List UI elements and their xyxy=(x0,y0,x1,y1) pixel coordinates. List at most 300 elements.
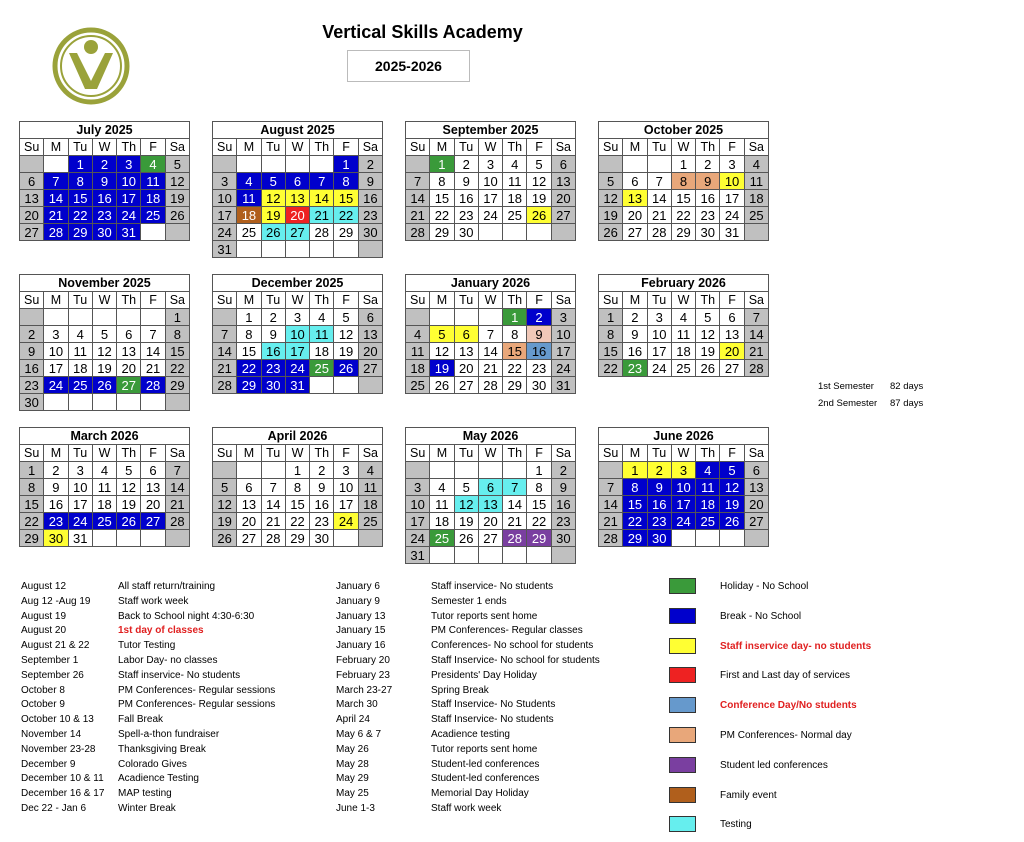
weekday-header: M xyxy=(430,139,454,156)
month-title: October 2025 xyxy=(599,122,769,139)
legend-swatch xyxy=(669,757,696,773)
empty-cell xyxy=(261,241,285,258)
day-cell: 19 xyxy=(430,360,454,377)
semester-days: 82 days xyxy=(890,381,924,392)
event-date: October 9 xyxy=(21,699,65,711)
day-cell: 21 xyxy=(261,513,285,530)
legend-label: Family event xyxy=(720,789,777,801)
day-cell: 6 xyxy=(358,309,382,326)
weekday-header: F xyxy=(527,292,551,309)
day-cell: 9 xyxy=(261,326,285,343)
day-cell: 17 xyxy=(68,496,92,513)
day-cell: 6 xyxy=(623,173,647,190)
day-cell: 4 xyxy=(358,462,382,479)
day-cell: 11 xyxy=(430,496,454,513)
day-cell: 23 xyxy=(20,377,44,394)
day-cell: 27 xyxy=(744,513,768,530)
day-cell: 20 xyxy=(551,190,575,207)
empty-cell xyxy=(478,224,502,241)
day-cell: 29 xyxy=(527,530,551,547)
event-date: June 1-3 xyxy=(336,803,375,814)
day-cell: 26 xyxy=(92,377,116,394)
day-cell: 27 xyxy=(358,360,382,377)
day-cell: 20 xyxy=(20,207,44,224)
day-cell: 22 xyxy=(68,207,92,224)
event-date: March 23-27 xyxy=(336,684,393,696)
event-description: Thanksgiving Break xyxy=(118,743,206,755)
empty-cell xyxy=(527,547,551,564)
day-cell: 21 xyxy=(478,360,502,377)
day-cell: 5 xyxy=(696,309,720,326)
day-cell: 18 xyxy=(671,343,695,360)
weekday-header: Th xyxy=(310,139,334,156)
day-cell: 22 xyxy=(20,513,44,530)
weekday-header: W xyxy=(478,445,502,462)
day-cell: 1 xyxy=(237,309,261,326)
day-cell: 4 xyxy=(237,173,261,190)
empty-cell xyxy=(551,224,575,241)
day-cell: 17 xyxy=(117,190,141,207)
day-cell: 28 xyxy=(141,377,165,394)
weekday-header: Tu xyxy=(261,292,285,309)
day-cell: 22 xyxy=(671,207,695,224)
day-cell: 2 xyxy=(623,309,647,326)
weekday-header: M xyxy=(623,139,647,156)
day-cell: 13 xyxy=(744,479,768,496)
event-date: April 24 xyxy=(336,714,370,726)
day-cell: 15 xyxy=(237,343,261,360)
day-cell: 23 xyxy=(261,360,285,377)
legend-label: Holiday - No School xyxy=(720,581,809,592)
legend-label: PM Conferences- Normal day xyxy=(720,730,852,741)
empty-cell xyxy=(237,241,261,258)
day-cell: 11 xyxy=(310,326,334,343)
day-cell: 19 xyxy=(527,190,551,207)
day-cell: 13 xyxy=(141,479,165,496)
empty-cell xyxy=(165,224,189,241)
day-cell: 23 xyxy=(358,207,382,224)
empty-cell xyxy=(20,309,44,326)
weekday-header: Su xyxy=(406,445,430,462)
day-cell: 7 xyxy=(599,479,623,496)
day-cell: 15 xyxy=(623,496,647,513)
day-cell: 6 xyxy=(285,173,309,190)
weekday-header: Sa xyxy=(551,445,575,462)
weekday-header: F xyxy=(141,445,165,462)
day-cell: 25 xyxy=(310,360,334,377)
day-cell: 28 xyxy=(599,530,623,547)
empty-cell xyxy=(117,309,141,326)
day-cell: 25 xyxy=(744,207,768,224)
day-cell: 21 xyxy=(744,343,768,360)
day-cell: 20 xyxy=(117,360,141,377)
day-cell: 14 xyxy=(165,479,189,496)
event-description: Staff work week xyxy=(431,803,502,814)
weekday-header: W xyxy=(285,139,309,156)
day-cell: 22 xyxy=(623,513,647,530)
event-date: December 9 xyxy=(21,758,76,770)
day-cell: 24 xyxy=(213,224,237,241)
event-date: August 12 xyxy=(21,581,67,592)
day-cell: 28 xyxy=(261,530,285,547)
day-cell: 27 xyxy=(117,377,141,394)
day-cell: 2 xyxy=(454,156,478,173)
day-cell: 15 xyxy=(285,496,309,513)
day-cell: 19 xyxy=(117,496,141,513)
day-cell: 22 xyxy=(285,513,309,530)
day-cell: 17 xyxy=(478,190,502,207)
day-cell: 28 xyxy=(165,513,189,530)
legend-label: Conference Day/No students xyxy=(720,700,857,712)
empty-cell xyxy=(334,377,358,394)
event-date: May 6 & 7 xyxy=(336,729,382,740)
weekday-header: F xyxy=(141,292,165,309)
weekday-header: Su xyxy=(599,292,623,309)
day-cell: 2 xyxy=(261,309,285,326)
empty-cell xyxy=(285,156,309,173)
weekday-header: F xyxy=(527,445,551,462)
month-calendar xyxy=(212,121,383,258)
month-calendar xyxy=(19,274,190,411)
event-date: May 29 xyxy=(336,773,369,785)
weekday-header: F xyxy=(720,139,744,156)
weekday-header: W xyxy=(285,445,309,462)
day-cell: 10 xyxy=(671,479,695,496)
weekday-header: Sa xyxy=(358,292,382,309)
day-cell: 16 xyxy=(647,496,671,513)
weekday-header: M xyxy=(430,292,454,309)
day-cell: 24 xyxy=(478,207,502,224)
weekday-header: Tu xyxy=(647,292,671,309)
day-cell: 6 xyxy=(551,156,575,173)
day-cell: 5 xyxy=(117,462,141,479)
day-cell: 13 xyxy=(551,173,575,190)
day-cell: 27 xyxy=(551,207,575,224)
legend-swatch xyxy=(669,787,696,803)
event-date: September 1 xyxy=(21,655,79,666)
day-cell: 10 xyxy=(720,173,744,190)
day-cell: 9 xyxy=(527,326,551,343)
day-cell: 1 xyxy=(285,462,309,479)
day-cell: 23 xyxy=(454,207,478,224)
day-cell: 25 xyxy=(141,207,165,224)
weekday-header: Sa xyxy=(358,445,382,462)
weekday-header: M xyxy=(44,139,68,156)
day-cell: 8 xyxy=(430,173,454,190)
weekday-header: F xyxy=(141,139,165,156)
empty-cell xyxy=(92,394,116,411)
weekday-header: Sa xyxy=(165,445,189,462)
day-cell: 4 xyxy=(430,479,454,496)
event-description: Staff inservice- No students xyxy=(118,669,241,681)
empty-cell xyxy=(44,156,68,173)
day-cell: 14 xyxy=(406,190,430,207)
day-cell: 11 xyxy=(696,479,720,496)
day-cell: 20 xyxy=(285,207,309,224)
day-cell: 31 xyxy=(285,377,309,394)
weekday-header: Th xyxy=(117,445,141,462)
day-cell: 29 xyxy=(237,377,261,394)
empty-cell xyxy=(261,156,285,173)
empty-cell xyxy=(430,309,454,326)
day-cell: 29 xyxy=(20,530,44,547)
day-cell: 15 xyxy=(503,343,527,360)
day-cell: 7 xyxy=(165,462,189,479)
day-cell: 28 xyxy=(44,224,68,241)
day-cell: 6 xyxy=(720,309,744,326)
event-date: December 10 & 11 xyxy=(21,773,104,785)
day-cell: 14 xyxy=(599,496,623,513)
event-description: Staff work week xyxy=(118,595,189,607)
month-title: June 2026 xyxy=(599,428,769,445)
event-description: Acadience testing xyxy=(431,729,510,740)
empty-cell xyxy=(478,309,502,326)
day-cell: 24 xyxy=(671,513,695,530)
empty-cell xyxy=(141,309,165,326)
day-cell: 30 xyxy=(261,377,285,394)
weekday-header: W xyxy=(671,292,695,309)
day-cell: 4 xyxy=(744,156,768,173)
day-cell: 18 xyxy=(696,496,720,513)
event-date: January 13 xyxy=(336,610,386,622)
day-cell: 7 xyxy=(478,326,502,343)
school-logo xyxy=(52,27,130,105)
weekday-header: Su xyxy=(213,139,237,156)
day-cell: 30 xyxy=(44,530,68,547)
empty-cell xyxy=(117,394,141,411)
day-cell: 12 xyxy=(599,190,623,207)
day-cell: 11 xyxy=(503,173,527,190)
weekday-header: W xyxy=(671,445,695,462)
day-cell: 23 xyxy=(551,513,575,530)
day-cell: 31 xyxy=(213,241,237,258)
day-cell: 19 xyxy=(213,513,237,530)
month-title: January 2026 xyxy=(406,275,576,292)
empty-cell xyxy=(44,309,68,326)
legend-label: Testing xyxy=(720,819,752,831)
day-cell: 25 xyxy=(671,360,695,377)
day-cell: 1 xyxy=(20,462,44,479)
month-title: April 2026 xyxy=(213,428,383,445)
empty-cell xyxy=(310,156,334,173)
month-calendar xyxy=(405,274,576,394)
day-cell: 31 xyxy=(720,224,744,241)
empty-cell xyxy=(213,156,237,173)
day-cell: 13 xyxy=(454,343,478,360)
day-cell: 26 xyxy=(213,530,237,547)
day-cell: 24 xyxy=(285,360,309,377)
legend-swatch xyxy=(669,667,696,683)
day-cell: 23 xyxy=(92,207,116,224)
day-cell: 20 xyxy=(623,207,647,224)
day-cell: 4 xyxy=(68,326,92,343)
day-cell: 10 xyxy=(68,479,92,496)
day-cell: 25 xyxy=(696,513,720,530)
empty-cell xyxy=(647,156,671,173)
day-cell: 26 xyxy=(454,530,478,547)
day-cell: 13 xyxy=(20,190,44,207)
day-cell: 26 xyxy=(334,360,358,377)
empty-cell xyxy=(358,530,382,547)
empty-cell xyxy=(237,462,261,479)
empty-cell xyxy=(503,462,527,479)
weekday-header: W xyxy=(478,139,502,156)
day-cell: 12 xyxy=(720,479,744,496)
event-date: Aug 12 -Aug 19 xyxy=(21,595,91,607)
day-cell: 5 xyxy=(165,156,189,173)
day-cell: 30 xyxy=(358,224,382,241)
day-cell: 7 xyxy=(744,309,768,326)
day-cell: 10 xyxy=(551,326,575,343)
weekday-header: M xyxy=(44,292,68,309)
day-cell: 17 xyxy=(551,343,575,360)
weekday-header: F xyxy=(334,139,358,156)
day-cell: 30 xyxy=(92,224,116,241)
day-cell: 8 xyxy=(527,479,551,496)
day-cell: 21 xyxy=(165,496,189,513)
empty-cell xyxy=(744,530,768,547)
day-cell: 23 xyxy=(696,207,720,224)
day-cell: 27 xyxy=(237,530,261,547)
day-cell: 14 xyxy=(44,190,68,207)
month-calendar xyxy=(598,121,769,241)
day-cell: 28 xyxy=(478,377,502,394)
day-cell: 15 xyxy=(599,343,623,360)
semester-row xyxy=(818,381,924,392)
day-cell: 12 xyxy=(165,173,189,190)
empty-cell xyxy=(696,530,720,547)
day-cell: 11 xyxy=(358,479,382,496)
empty-cell xyxy=(285,241,309,258)
day-cell: 3 xyxy=(285,309,309,326)
day-cell: 21 xyxy=(406,207,430,224)
day-cell: 16 xyxy=(358,190,382,207)
month-title: December 2025 xyxy=(213,275,383,292)
day-cell: 26 xyxy=(527,207,551,224)
weekday-header: W xyxy=(478,292,502,309)
day-cell: 16 xyxy=(44,496,68,513)
day-cell: 24 xyxy=(334,513,358,530)
semester-row xyxy=(818,398,924,409)
event-description: Back to School night 4:30-6:30 xyxy=(118,610,255,622)
day-cell: 7 xyxy=(503,479,527,496)
day-cell: 29 xyxy=(285,530,309,547)
event-description: Staff Inservice- No school for students xyxy=(431,655,600,666)
event-description: Student-led conferences xyxy=(431,758,540,770)
day-cell: 23 xyxy=(310,513,334,530)
weekday-header: M xyxy=(237,139,261,156)
empty-cell xyxy=(165,530,189,547)
day-cell: 16 xyxy=(261,343,285,360)
event-date: February 20 xyxy=(336,655,390,666)
day-cell: 15 xyxy=(68,190,92,207)
event-description: Colorado Gives xyxy=(118,758,187,770)
day-cell: 8 xyxy=(334,173,358,190)
day-cell: 15 xyxy=(165,343,189,360)
day-cell: 18 xyxy=(358,496,382,513)
event-date: November 23-28 xyxy=(21,743,96,755)
empty-cell xyxy=(454,462,478,479)
day-cell: 7 xyxy=(213,326,237,343)
event-description: Conferences- No school for students xyxy=(431,640,594,652)
day-cell: 6 xyxy=(237,479,261,496)
month-calendar xyxy=(19,121,190,241)
day-cell: 2 xyxy=(696,156,720,173)
day-cell: 19 xyxy=(261,207,285,224)
day-cell: 29 xyxy=(430,224,454,241)
event-description: Tutor reports sent home xyxy=(431,610,538,622)
month-title: August 2025 xyxy=(213,122,383,139)
day-cell: 3 xyxy=(213,173,237,190)
weekday-header: Su xyxy=(20,445,44,462)
day-cell: 11 xyxy=(406,343,430,360)
weekday-header: Th xyxy=(503,445,527,462)
weekday-header: Tu xyxy=(68,139,92,156)
event-description: Spring Break xyxy=(431,684,489,696)
month-calendar xyxy=(212,274,383,394)
day-cell: 26 xyxy=(117,513,141,530)
day-cell: 4 xyxy=(92,462,116,479)
day-cell: 16 xyxy=(454,190,478,207)
month-calendar xyxy=(405,427,576,564)
day-cell: 27 xyxy=(454,377,478,394)
day-cell: 26 xyxy=(430,377,454,394)
day-cell: 7 xyxy=(261,479,285,496)
weekday-header: Sa xyxy=(165,139,189,156)
empty-cell xyxy=(141,394,165,411)
weekday-header: Tu xyxy=(454,445,478,462)
day-cell: 13 xyxy=(478,496,502,513)
event-date: May 25 xyxy=(336,788,369,800)
day-cell: 24 xyxy=(551,360,575,377)
empty-cell xyxy=(720,530,744,547)
day-cell: 9 xyxy=(20,343,44,360)
school-year: 2025-2026 xyxy=(347,50,470,82)
day-cell: 4 xyxy=(503,156,527,173)
day-cell: 25 xyxy=(503,207,527,224)
day-cell: 12 xyxy=(213,496,237,513)
day-cell: 4 xyxy=(310,309,334,326)
month-title: September 2025 xyxy=(406,122,576,139)
weekday-header: Sa xyxy=(551,292,575,309)
event-date: May 26 xyxy=(336,743,369,755)
day-cell: 7 xyxy=(141,326,165,343)
day-cell: 27 xyxy=(20,224,44,241)
day-cell: 22 xyxy=(599,360,623,377)
day-cell: 11 xyxy=(237,190,261,207)
legend-label: First and Last day of services xyxy=(720,670,851,682)
day-cell: 13 xyxy=(237,496,261,513)
day-cell: 9 xyxy=(647,479,671,496)
day-cell: 5 xyxy=(527,156,551,173)
day-cell: 3 xyxy=(671,462,695,479)
weekday-header: Th xyxy=(310,445,334,462)
weekday-header: M xyxy=(430,445,454,462)
day-cell: 12 xyxy=(696,326,720,343)
empty-cell xyxy=(310,241,334,258)
day-cell: 23 xyxy=(527,360,551,377)
day-cell: 19 xyxy=(696,343,720,360)
day-cell: 3 xyxy=(551,309,575,326)
weekday-header: Su xyxy=(599,139,623,156)
day-cell: 10 xyxy=(334,479,358,496)
weekday-header: M xyxy=(44,445,68,462)
day-cell: 1 xyxy=(430,156,454,173)
day-cell: 14 xyxy=(503,496,527,513)
event-description: All staff return/training xyxy=(118,581,216,592)
day-cell: 3 xyxy=(720,156,744,173)
event-description: Tutor reports sent home xyxy=(431,743,538,755)
